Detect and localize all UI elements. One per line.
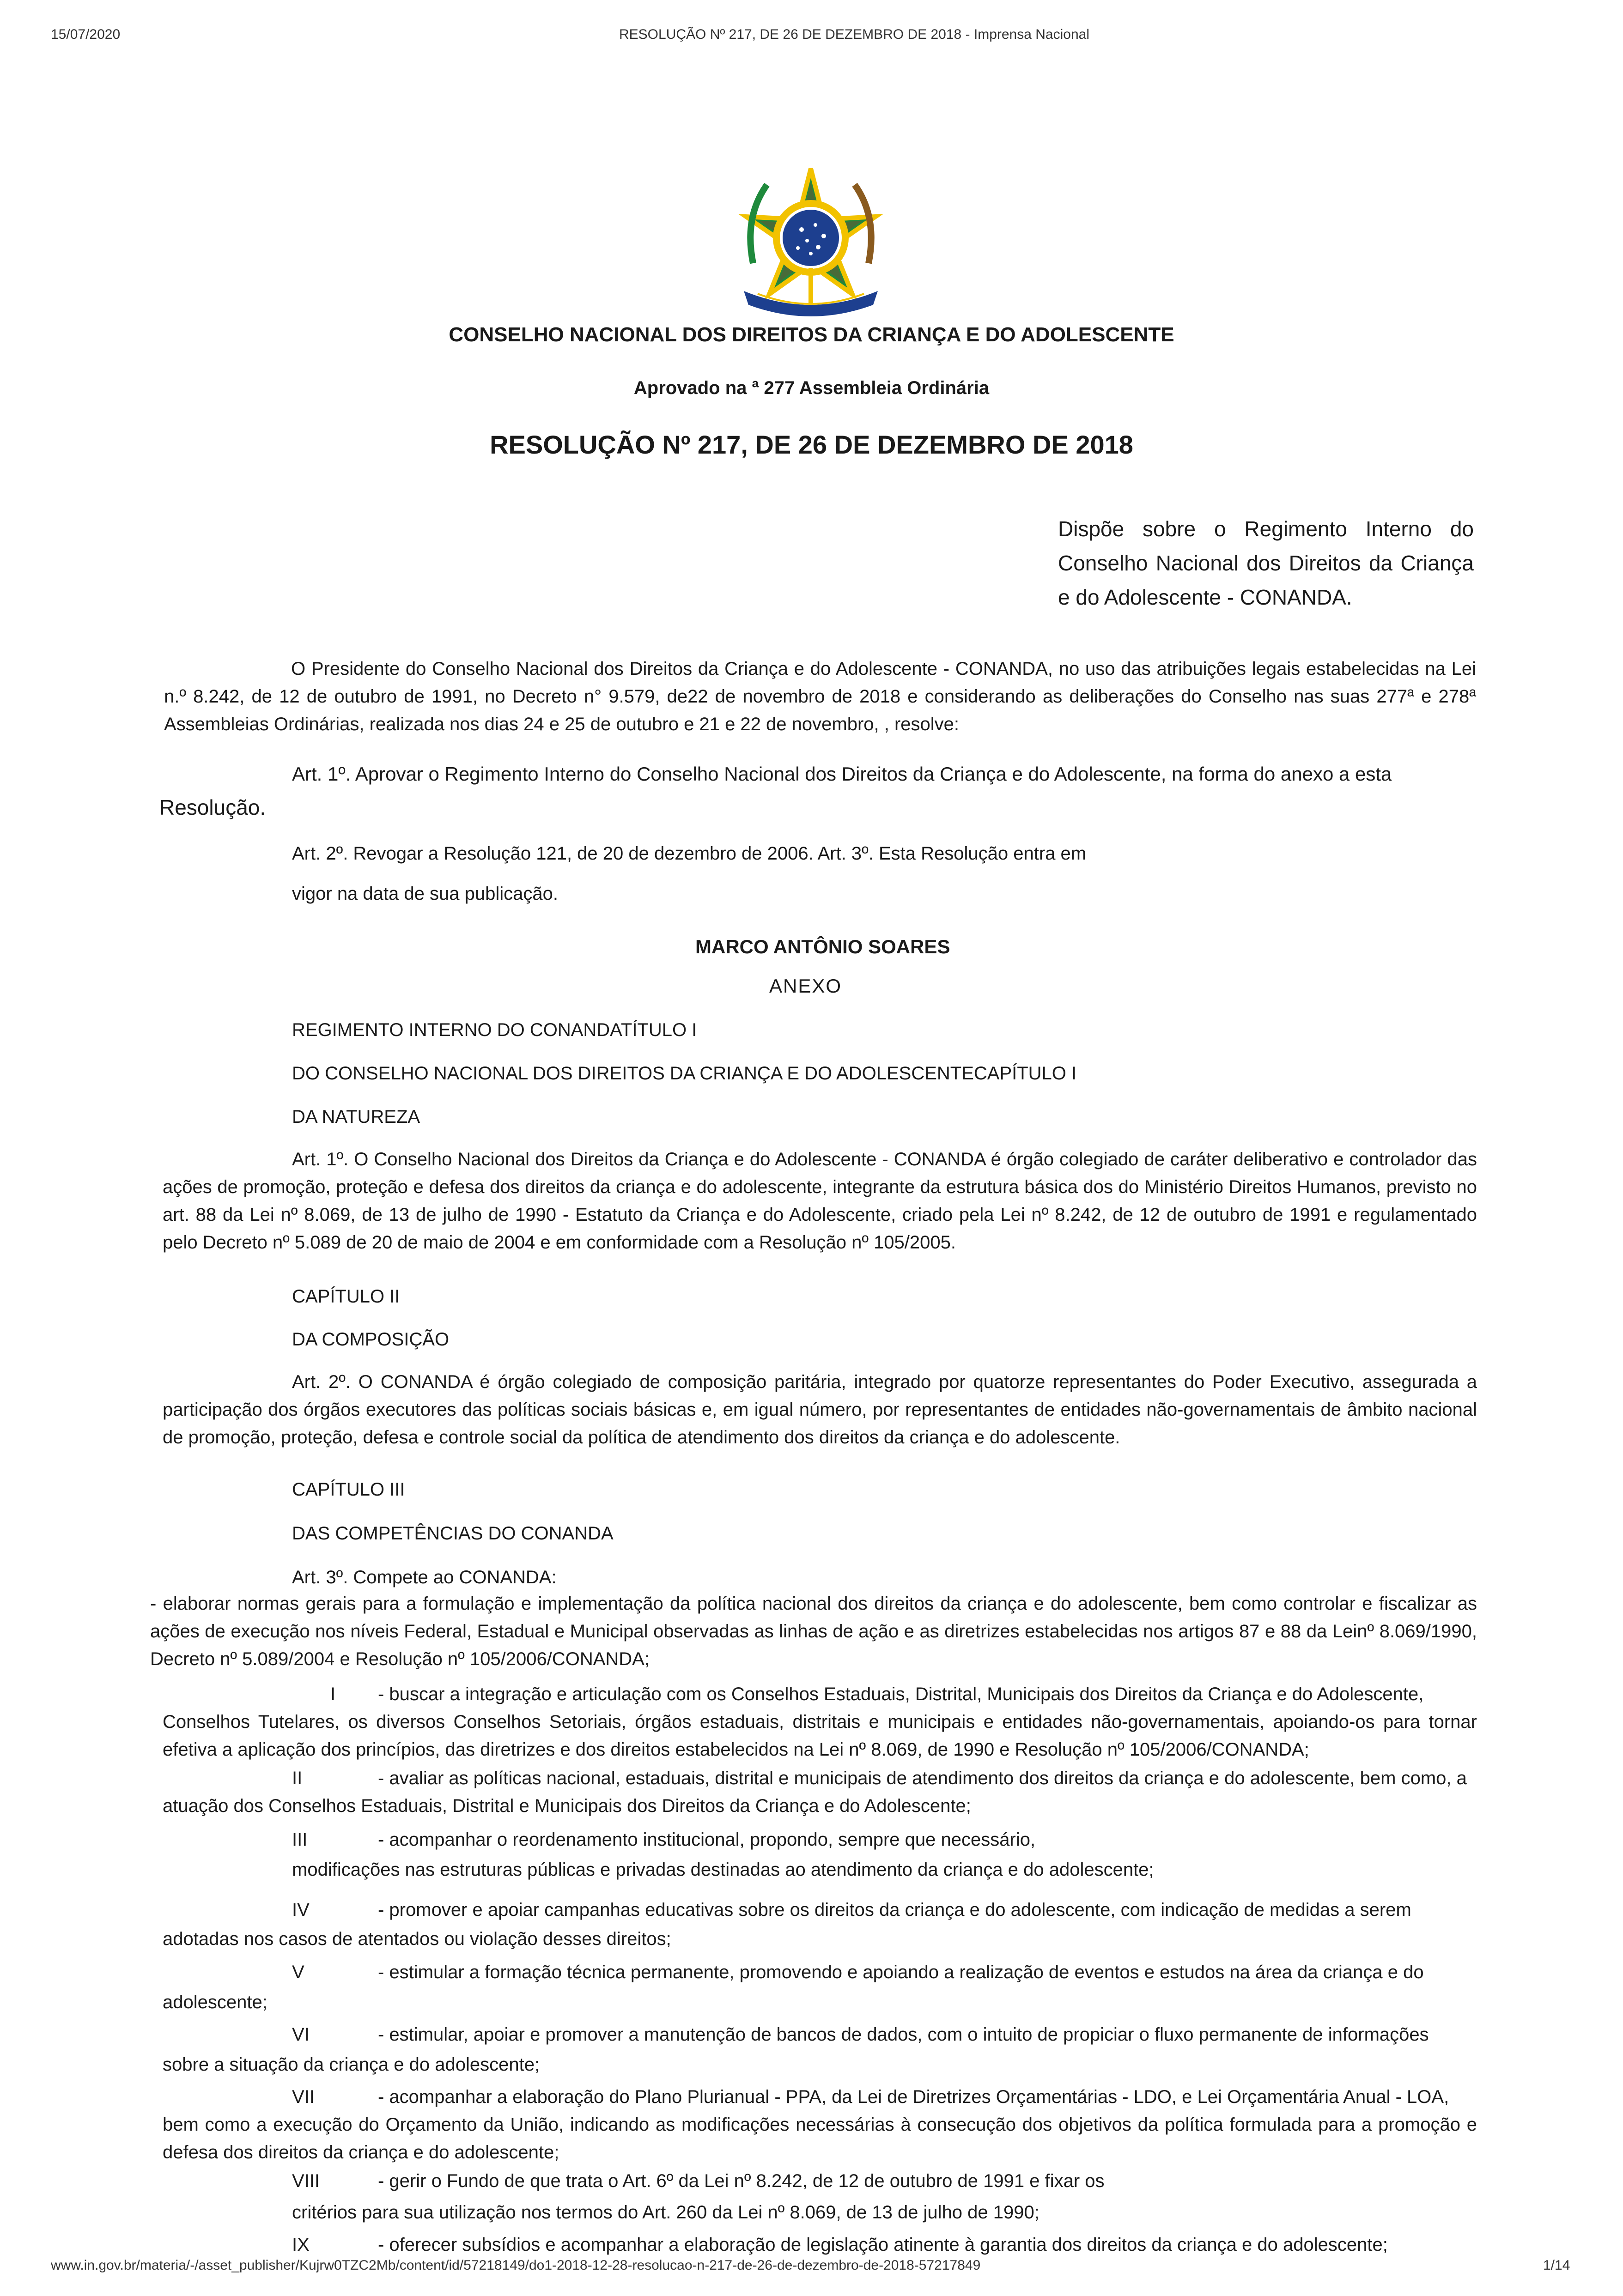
item-number: VI [292, 2024, 310, 2045]
item-rest: atuação dos Conselhos Estaduais, Distrital e Municipais dos Direitos da Criança e do Adolescente; [163, 1796, 971, 1816]
ementa: Dispõe sobre o Regimento Interno do Conselho Nacional dos Direitos da Criança e do Adolescente - CONANDA. [1058, 517, 1474, 609]
art1-natureza-paragraph: Art. 1º. O Conselho Nacional dos Direitos da Criança e do Adolescente - CONANDA é órgão colegiado de caráter deliberativo e controlador das ações de promoção, proteção e defesa dos direitos da criança e do adolescente, integrante da estrutura básica dos do Ministério Direitos Humanos, previsto no art. 88 da Lei nº 8.069, de 13 de julho de 1990 - Estatuto da Criança e do Adolescente, criado pela Lei nº 8.242, de 12 de outubro de 1991 e regulamentado pelo Decreto nº 5.089 de 20 de maio de 2004 e em conformidade com a Resolução nº 105/2005. [163, 1149, 1477, 1253]
item-rest: critérios para sua utilização nos termos do Art. 260 da Lei nº 8.069, de 13 de julho de 1990; [292, 2202, 1039, 2223]
item-rest: bem como a execução do Orçamento da União, indicando as modificações necessárias à consecução dos objetivos da política formulada para a promoção e defesa dos direitos da criança e do adolescente; [163, 2114, 1477, 2163]
approval-line: Aprovado na ª 277 Assembleia Ordinária [633, 378, 990, 398]
art2-text: Art. 2º. Revogar a Resolução 121, de 20 de dezembro de 2006. Art. 3º. Esta Resolução entra em [292, 843, 1087, 864]
print-title: RESOLUÇÃO Nº 217, DE 26 DE DEZEMBRO DE 2018 - Imprensa Nacional [619, 27, 1089, 42]
item-rest: adotadas nos casos de atentados ou violação desses direitos; [163, 1929, 671, 1949]
item-number: VIII [292, 2171, 320, 2191]
item-rest: sobre a situação da criança e do adolescente; [163, 2054, 540, 2075]
item-rest: modificações nas estruturas públicas e privadas destinadas ao atendimento da criança e do adolescente; [292, 1860, 1154, 1880]
item-rest: adolescente; [163, 1992, 267, 2012]
resolution-title: RESOLUÇÃO Nº 217, DE 26 DE DEZEMBRO DE 2018 [490, 430, 1133, 459]
coat-of-arms-emblem [735, 162, 887, 323]
regimento-heading: REGIMENTO INTERNO DO CONANDATÍTULO I [292, 1020, 697, 1040]
signer-name: MARCO ANTÔNIO SOARES [695, 936, 950, 957]
natureza-heading: DA NATUREZA [292, 1107, 420, 1127]
item-first-line: - estimular, apoiar e promover a manutenção de bancos de dados, com o intuito de propiciar o fluxo permanente de informações [378, 2024, 1429, 2045]
preamble-paragraph: O Presidente do Conselho Nacional dos Direitos da Criança e do Adolescente - CONANDA, no uso das atribuições legais estabelecidas na Lei n.º 8.242, de 12 de outubro de 1991, no Decreto n° 9.579, de22 de novembro de 2018 e considerando as deliberações do Conselho nas suas 277ª e 278ª Assembleias Ordinárias, realizada nos dias 24 e 25 de outubro e 21 e 22 de novembro, , resolve: [164, 659, 1476, 734]
item-number: III [292, 1830, 308, 1850]
item-first-line: - gerir o Fundo de que trata o Art. 6º da Lei nº 8.242, de 12 de outubro de 1991 e fixar os [378, 2171, 1105, 2191]
page-counter: 1/14 [1543, 2258, 1570, 2273]
chapter-3-heading: CAPÍTULO III [292, 1479, 405, 1500]
item-first-line: - acompanhar o reordenamento institucional, propondo, sempre que necessário, [378, 1830, 1036, 1850]
art2-continuation: vigor na data de sua publicação. [292, 884, 558, 904]
chapter-2-heading: CAPÍTULO II [292, 1286, 400, 1307]
competence-intro-item: - elaborar normas gerais para a formulação e implementação da política nacional dos direitos da criança e do adolescente, bem como controlar e fiscalizar as ações de execução nos níveis Federal, Estadual e Municipal observadas as linhas de ação e as diretrizes estabelecidas nos artigos 87 e 88 da Leinº 8.069/1990, Decreto nº 5.089/2004 e Resolução nº 105/2006/CONANDA; [150, 1593, 1477, 1669]
conselho-heading: DO CONSELHO NACIONAL DOS DIREITOS DA CRIANÇA E DO ADOLESCENTECAPÍTULO I [292, 1063, 1077, 1084]
item-first-line: - oferecer subsídios e acompanhar a elaboração de legislação atinente à garantia dos direitos da criança e do adolescente; [378, 2235, 1388, 2255]
item-number: IX [292, 2235, 310, 2255]
council-title: CONSELHO NACIONAL DOS DIREITOS DA CRIANÇA E DO ADOLESCENTE [449, 323, 1174, 346]
art2-composicao-paragraph: Art. 2º. O CONANDA é órgão colegiado de composição paritária, integrado por quatorze representantes do Poder Executivo, assegurada a participação dos órgãos executores das políticas sociais básicas e, em igual número, por representantes de entidades não-governamentais de âmbito nacional de promoção, proteção, defesa e controle social da política de atendimento dos direitos da criança e do adolescente. [163, 1372, 1477, 1448]
item-first-line: - acompanhar a elaboração do Plano Plurianual - PPA, da Lei de Diretrizes Orçamentárias - LDO, e Lei Orçamentária Anual - LOA, [378, 2087, 1449, 2107]
item-number: V [292, 1962, 304, 1982]
item-number: VII [292, 2087, 315, 2107]
art3-heading: Art. 3º. Compete ao CONANDA: [292, 1567, 557, 1587]
item-number: IV [292, 1900, 310, 1920]
item-rest: Conselhos Tutelares, os diversos Conselhos Setoriais, órgãos estaduais, distritais e municipais e entidades não-governamentais, apoiando-os para tornar efetiva a aplicação dos princípios, das diretrizes e dos direitos estabelecidos na Lei nº 8.069, de 1990 e Resolução nº 105/2006/CONANDA; [163, 1712, 1477, 1760]
item-first-line: - avaliar as políticas nacional, estaduais, distrital e municipais de atendimento dos direitos da criança e do adolescente, bem como, a [378, 1768, 1467, 1788]
page-url[interactable]: www.in.gov.br/materia/-/asset_publisher/Kujrw0TZC2Mb/content/id/57218149/do1-2018-12-28-resolucao-n-217-de-26-de-dezembro-de-2018-57217849 [51, 2258, 981, 2273]
composicao-heading: DA COMPOSIÇÃO [292, 1329, 450, 1350]
item-first-line: - buscar a integração e articulação com os Conselhos Estaduais, Distrital, Municipais dos Direitos da Criança e do Adolescente, [378, 1684, 1424, 1704]
art1-continuation: Resolução. [159, 795, 266, 819]
item-first-line: - estimular a formação técnica permanente, promovendo e apoiando a realização de eventos e estudos na área da criança e do [378, 1962, 1424, 1982]
print-date: 15/07/2020 [51, 27, 121, 42]
item-number: I [330, 1684, 336, 1704]
competencias-heading: DAS COMPETÊNCIAS DO CONANDA [292, 1523, 614, 1544]
item-number: II [292, 1768, 303, 1788]
item-first-line: - promover e apoiar campanhas educativas sobre os direitos da criança e do adolescente, com indicação de medidas a serem [378, 1900, 1411, 1920]
annex-heading: ANEXO [769, 975, 842, 997]
art1-text: Art. 1º. Aprovar o Regimento Interno do Conselho Nacional dos Direitos da Criança e do Adolescente, na forma do anexo a esta [292, 763, 1392, 785]
